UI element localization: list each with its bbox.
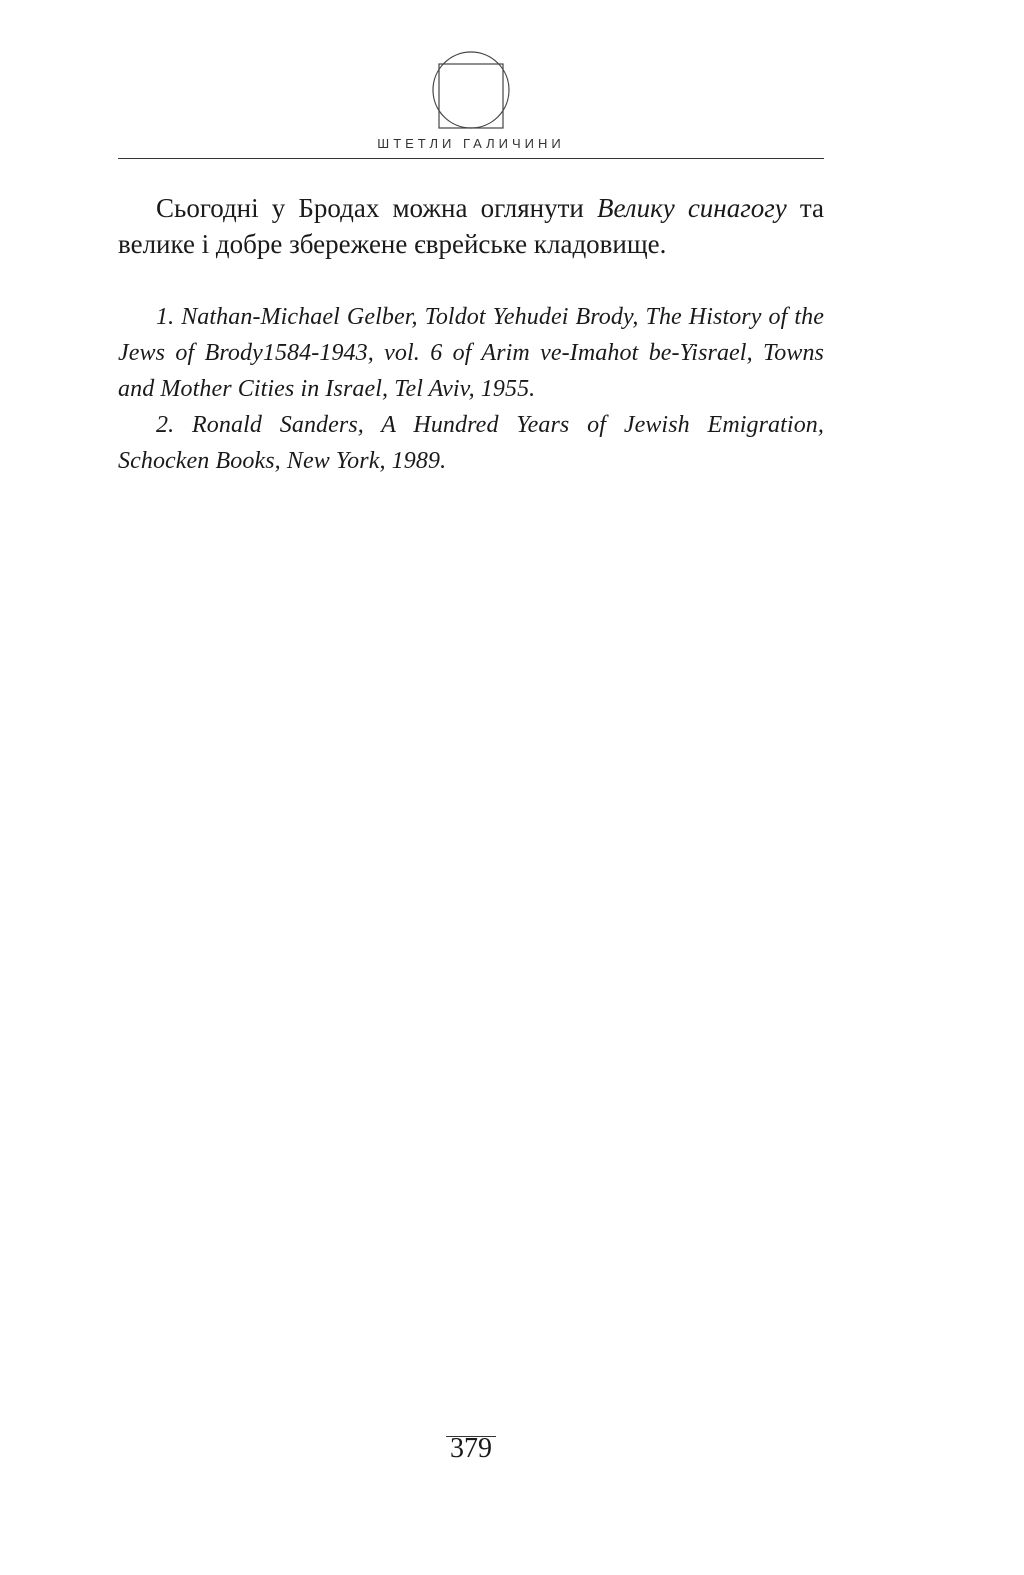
running-head-title: ШТЕТЛИ ГАЛИЧИНИ	[377, 136, 565, 151]
body-paragraph-italic: Велику синагогу	[597, 193, 787, 223]
page-number: 379	[450, 1433, 492, 1464]
references-list	[118, 299, 824, 479]
body-paragraph-start: Сьогодні у Бродах можна оглянути	[156, 193, 597, 223]
body-paragraph	[118, 190, 824, 262]
header-rule	[118, 158, 824, 159]
reference-item: 1. Nathan-Michael Gelber, Toldot Yehudei Brody, The History of the Jews of Brody1584-1943, vol. 6 of Arim ve-Imahot be-Yisrael, Towns and Mother Cities in Israel, Tel Aviv, 1955.	[118, 304, 824, 402]
circle-square-emblem-icon	[431, 50, 511, 130]
body-paragraph-end: та велике і добре збережене єврейське кладовище.	[118, 193, 824, 259]
reference-item: 2. Ronald Sanders, A Hundred Years of Jewish Emigration, Schocken Books, New York, 1989.	[118, 412, 824, 474]
